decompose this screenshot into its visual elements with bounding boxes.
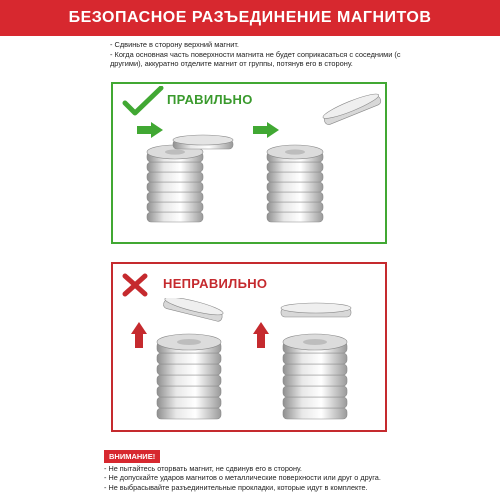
intro-item: - Когда основная часть поверхности магнита не будет соприкасаться с соседними (с другими), аккуратно отделите магнит от группы, потянув его в сторону. [110, 50, 401, 68]
arrow-up-icon [131, 322, 147, 348]
warning-item: - Не пытайтесь оторвать магнит, не сдвинув его в сторону. [104, 464, 302, 473]
page-title: БЕЗОПАСНОЕ РАЗЪЕДИНЕНИЕ МАГНИТОВ [68, 9, 432, 26]
magnet-stack-wrong-2 [279, 298, 369, 428]
arrow-up-icon [253, 322, 269, 348]
warning-item: - Не выбрасывайте разъединительные прокладки, которые идут в комплекте. [104, 482, 368, 492]
magnet-stack-step-1 [145, 134, 245, 234]
warning-label: ВНИМАНИЕ! [104, 450, 160, 463]
check-icon [121, 86, 165, 116]
warning-item: - Не допускайте ударов магнитов о металлические поверхности или друг о друга. [104, 473, 381, 483]
wrong-title: НЕПРАВИЛЬНО [163, 276, 268, 291]
warning-list [104, 464, 404, 492]
magnet-stack-wrong-1 [153, 298, 243, 428]
cross-icon [121, 272, 149, 298]
magnet-stack-step-2 [265, 134, 345, 234]
lifted-magnet [318, 86, 386, 132]
intro-item: - Сдвиньте в сторону верхний магнит. [110, 40, 239, 49]
correct-method-panel [111, 82, 387, 244]
intro-instructions [110, 40, 410, 69]
wrong-method-panel [111, 262, 387, 432]
page-title-banner [0, 0, 500, 36]
correct-title: ПРАВИЛЬНО [167, 92, 253, 107]
